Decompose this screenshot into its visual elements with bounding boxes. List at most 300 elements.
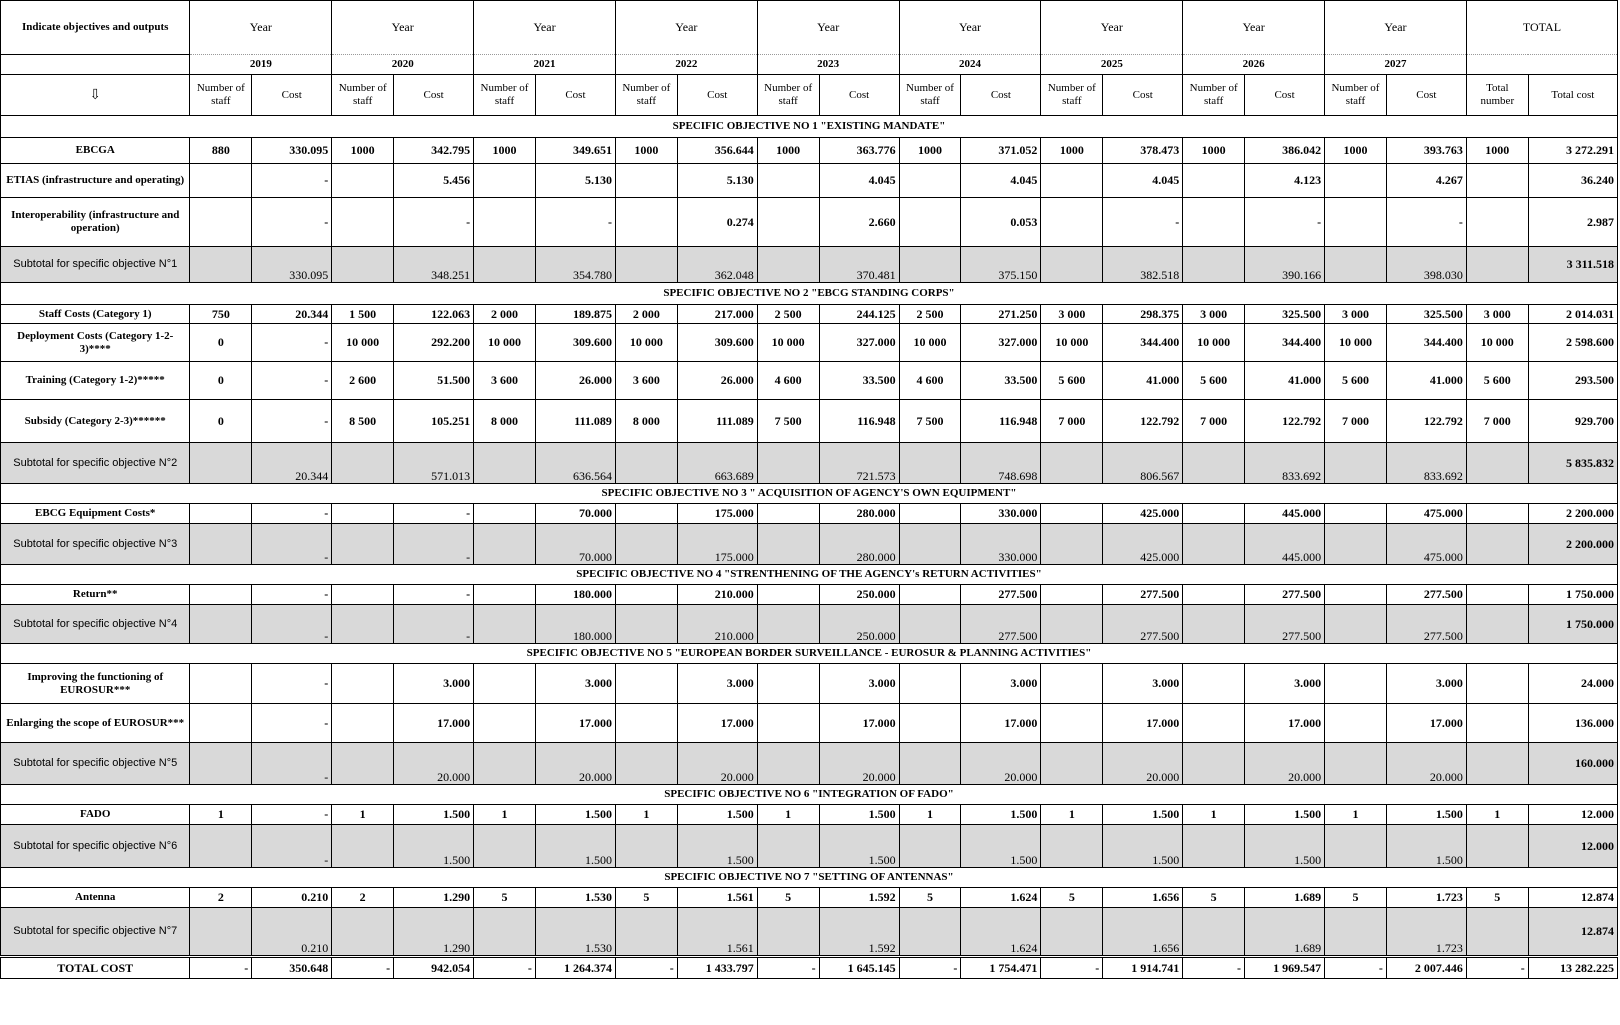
staff-value bbox=[1041, 443, 1103, 484]
cost-value: 1.500 bbox=[677, 805, 757, 825]
staff-value: - bbox=[899, 957, 961, 979]
objectives-header-blank bbox=[1, 55, 190, 75]
staff-value bbox=[474, 704, 536, 743]
staff-value bbox=[899, 825, 961, 868]
table-row bbox=[1, 362, 1618, 400]
staff-value: 1000 bbox=[1325, 138, 1387, 164]
cost-value: 1.592 bbox=[819, 888, 899, 908]
staff-value bbox=[757, 704, 819, 743]
staff-value: 5 bbox=[1183, 888, 1245, 908]
total-cost-label: TOTAL COST bbox=[1, 957, 190, 979]
cost-value: 327.000 bbox=[961, 324, 1041, 362]
staff-value bbox=[190, 524, 252, 565]
cost-value: 2 598.600 bbox=[1528, 324, 1617, 362]
staff-value bbox=[474, 743, 536, 785]
cost-value: 398.030 bbox=[1386, 247, 1466, 283]
cost-value: 636.564 bbox=[535, 443, 615, 484]
staff-value bbox=[474, 605, 536, 644]
staff-value bbox=[1041, 743, 1103, 785]
cost-value: 20.000 bbox=[1103, 743, 1183, 785]
staff-value: 0 bbox=[190, 362, 252, 400]
cost-value: 1.500 bbox=[677, 825, 757, 868]
cost-value: 293.500 bbox=[1528, 362, 1617, 400]
staff-value: 1000 bbox=[1183, 138, 1245, 164]
section-header-row bbox=[1, 484, 1618, 504]
cost-value: 217.000 bbox=[677, 305, 757, 324]
year-header: Year bbox=[757, 1, 899, 55]
staff-column-header: Number of staff bbox=[1183, 75, 1245, 116]
staff-value bbox=[1183, 443, 1245, 484]
cost-value: 350.648 bbox=[252, 957, 332, 979]
staff-value: - bbox=[1466, 957, 1528, 979]
staff-value bbox=[1183, 198, 1245, 247]
cost-value: 806.567 bbox=[1103, 443, 1183, 484]
cost-value: 17.000 bbox=[535, 704, 615, 743]
staff-value bbox=[615, 585, 677, 605]
cost-value: 189.875 bbox=[535, 305, 615, 324]
cost-value: - bbox=[394, 605, 474, 644]
cost-value: 1.561 bbox=[677, 888, 757, 908]
cost-value: 1.290 bbox=[394, 908, 474, 957]
year-header: Year bbox=[1041, 1, 1183, 55]
staff-value bbox=[474, 585, 536, 605]
cost-value: 298.375 bbox=[1103, 305, 1183, 324]
staff-value bbox=[1183, 247, 1245, 283]
section-header-row bbox=[1, 116, 1618, 138]
cost-value: - bbox=[252, 524, 332, 565]
cost-value: 20.000 bbox=[677, 743, 757, 785]
staff-value bbox=[1041, 664, 1103, 704]
staff-value bbox=[474, 825, 536, 868]
staff-value bbox=[757, 247, 819, 283]
staff-value bbox=[757, 504, 819, 524]
staff-value bbox=[1325, 664, 1387, 704]
staff-value bbox=[1183, 504, 1245, 524]
staff-value bbox=[1183, 605, 1245, 644]
cost-value: 13 282.225 bbox=[1528, 957, 1617, 979]
staff-value bbox=[1041, 524, 1103, 565]
row-label: Deployment Costs (Category 1-2-3)**** bbox=[1, 324, 190, 362]
staff-value: 2 000 bbox=[615, 305, 677, 324]
staff-value: 2 bbox=[332, 888, 394, 908]
staff-value bbox=[1041, 704, 1103, 743]
cost-value: 17.000 bbox=[1103, 704, 1183, 743]
cost-value: 363.776 bbox=[819, 138, 899, 164]
table-row bbox=[1, 704, 1618, 743]
row-label: FADO bbox=[1, 805, 190, 825]
cost-value: 309.600 bbox=[677, 324, 757, 362]
cost-value: 122.792 bbox=[1103, 400, 1183, 443]
total-cost-header: Total cost bbox=[1528, 75, 1617, 116]
year-value: 2023 bbox=[757, 55, 899, 75]
cost-value: 370.481 bbox=[819, 247, 899, 283]
staff-value bbox=[1325, 198, 1387, 247]
table-row bbox=[1, 138, 1618, 164]
staff-value bbox=[757, 524, 819, 565]
cost-value: 378.473 bbox=[1103, 138, 1183, 164]
cost-value: 12.000 bbox=[1528, 825, 1617, 868]
staff-value: 5 bbox=[1466, 888, 1528, 908]
staff-value bbox=[1466, 908, 1528, 957]
staff-value bbox=[190, 605, 252, 644]
cost-value: - bbox=[252, 400, 332, 443]
row-label: Antenna bbox=[1, 888, 190, 908]
cost-value: 3.000 bbox=[819, 664, 899, 704]
staff-value bbox=[1325, 164, 1387, 198]
cost-value: 390.166 bbox=[1245, 247, 1325, 283]
year-header: Year bbox=[1183, 1, 1325, 55]
cost-value: 250.000 bbox=[819, 605, 899, 644]
cost-value: 4.267 bbox=[1386, 164, 1466, 198]
staff-value: 2 000 bbox=[474, 305, 536, 324]
staff-value bbox=[190, 247, 252, 283]
staff-value bbox=[190, 825, 252, 868]
cost-value: 0.210 bbox=[252, 888, 332, 908]
staff-value bbox=[899, 585, 961, 605]
table-row bbox=[1, 805, 1618, 825]
cost-value: 116.948 bbox=[819, 400, 899, 443]
staff-value: - bbox=[190, 957, 252, 979]
staff-value bbox=[615, 443, 677, 484]
staff-value bbox=[332, 443, 394, 484]
staff-value bbox=[1466, 164, 1528, 198]
table-row bbox=[1, 504, 1618, 524]
staff-value bbox=[190, 198, 252, 247]
staff-value: - bbox=[1325, 957, 1387, 979]
cost-column-header: Cost bbox=[535, 75, 615, 116]
subtotal-label: Subtotal for specific objective N°5 bbox=[1, 743, 190, 785]
staff-value: - bbox=[1183, 957, 1245, 979]
staff-value: 1 bbox=[615, 805, 677, 825]
staff-value bbox=[1466, 704, 1528, 743]
cost-value: 0.053 bbox=[961, 198, 1041, 247]
cost-value: 386.042 bbox=[1245, 138, 1325, 164]
staff-value bbox=[899, 605, 961, 644]
cost-value: 250.000 bbox=[819, 585, 899, 605]
cost-value: 20.000 bbox=[819, 743, 899, 785]
staff-value bbox=[1325, 443, 1387, 484]
total-number-header: Total number bbox=[1466, 75, 1528, 116]
cost-value: 663.689 bbox=[677, 443, 757, 484]
staff-value bbox=[190, 743, 252, 785]
staff-value: 10 000 bbox=[757, 324, 819, 362]
staff-value: 10 000 bbox=[332, 324, 394, 362]
staff-value: 10 000 bbox=[1325, 324, 1387, 362]
cost-value: 327.000 bbox=[819, 324, 899, 362]
cost-value: 309.600 bbox=[535, 324, 615, 362]
cost-value: 1.723 bbox=[1386, 908, 1466, 957]
cost-value: 1.500 bbox=[394, 805, 474, 825]
cost-column-header: Cost bbox=[394, 75, 474, 116]
staff-value: 5 bbox=[757, 888, 819, 908]
staff-value: 1000 bbox=[615, 138, 677, 164]
cost-value: 1.624 bbox=[961, 888, 1041, 908]
cost-value: 833.692 bbox=[1245, 443, 1325, 484]
staff-value bbox=[615, 164, 677, 198]
cost-value: 349.651 bbox=[535, 138, 615, 164]
subtotal-label: Subtotal for specific objective N°7 bbox=[1, 908, 190, 957]
cost-value: 175.000 bbox=[677, 524, 757, 565]
cost-value: 1 914.741 bbox=[1103, 957, 1183, 979]
staff-column-header: Number of staff bbox=[899, 75, 961, 116]
cost-value: 111.089 bbox=[677, 400, 757, 443]
staff-value: 7 000 bbox=[1466, 400, 1528, 443]
staff-value bbox=[899, 504, 961, 524]
staff-value bbox=[1183, 908, 1245, 957]
cost-value: 20.000 bbox=[1245, 743, 1325, 785]
section-header-row bbox=[1, 785, 1618, 805]
table-row bbox=[1, 198, 1618, 247]
row-label: Enlarging the scope of EUROSUR*** bbox=[1, 704, 190, 743]
staff-value: 10 000 bbox=[1183, 324, 1245, 362]
cost-value: 105.251 bbox=[394, 400, 474, 443]
cost-value: 3.000 bbox=[1245, 664, 1325, 704]
cost-value: - bbox=[1103, 198, 1183, 247]
staff-value bbox=[332, 198, 394, 247]
staff-value: 5 600 bbox=[1325, 362, 1387, 400]
cost-value: 5.456 bbox=[394, 164, 474, 198]
staff-value: 3 000 bbox=[1325, 305, 1387, 324]
cost-value: 4.045 bbox=[819, 164, 899, 198]
staff-value bbox=[1041, 198, 1103, 247]
cost-value: 1.290 bbox=[394, 888, 474, 908]
staff-value bbox=[757, 443, 819, 484]
section-title: SPECIFIC OBJECTIVE NO 3 " ACQUISITION OF AGENCY'S OWN EQUIPMENT" bbox=[1, 484, 1618, 504]
staff-column-header: Number of staff bbox=[1325, 75, 1387, 116]
cost-value: 1.500 bbox=[1103, 805, 1183, 825]
cost-value: 5 835.832 bbox=[1528, 443, 1617, 484]
staff-value bbox=[1041, 585, 1103, 605]
staff-value bbox=[1183, 664, 1245, 704]
staff-value bbox=[615, 247, 677, 283]
staff-value: 8 000 bbox=[615, 400, 677, 443]
row-label: Training (Category 1-2)***** bbox=[1, 362, 190, 400]
cost-value: 5.130 bbox=[677, 164, 757, 198]
staff-value bbox=[474, 504, 536, 524]
cost-value: 20.000 bbox=[394, 743, 474, 785]
cost-value: 17.000 bbox=[1245, 704, 1325, 743]
staff-value: 1000 bbox=[1041, 138, 1103, 164]
staff-value bbox=[615, 198, 677, 247]
staff-value bbox=[1325, 504, 1387, 524]
cost-value: 122.792 bbox=[1245, 400, 1325, 443]
year-header: Year bbox=[190, 1, 332, 55]
year-header: Year bbox=[1325, 1, 1467, 55]
cost-value: 12.000 bbox=[1528, 805, 1617, 825]
cost-value: 1.500 bbox=[819, 825, 899, 868]
cost-value: - bbox=[252, 504, 332, 524]
cost-value: 4.045 bbox=[961, 164, 1041, 198]
cost-value: 277.500 bbox=[1245, 605, 1325, 644]
cost-value: 3.000 bbox=[1103, 664, 1183, 704]
staff-value bbox=[1325, 605, 1387, 644]
staff-value: 1 500 bbox=[332, 305, 394, 324]
cost-value: 393.763 bbox=[1386, 138, 1466, 164]
cost-value: 1.689 bbox=[1245, 908, 1325, 957]
staff-value: 5 600 bbox=[1466, 362, 1528, 400]
cost-value: 325.500 bbox=[1386, 305, 1466, 324]
staff-value bbox=[332, 743, 394, 785]
cost-value: 1.656 bbox=[1103, 888, 1183, 908]
cost-value: 277.500 bbox=[1245, 585, 1325, 605]
table-row bbox=[1, 305, 1618, 324]
staff-value bbox=[1466, 198, 1528, 247]
cost-value: 1.500 bbox=[535, 805, 615, 825]
table-row bbox=[1, 164, 1618, 198]
staff-value bbox=[615, 908, 677, 957]
cost-value: 41.000 bbox=[1245, 362, 1325, 400]
cost-value: 330.095 bbox=[252, 138, 332, 164]
staff-value: 7 000 bbox=[1325, 400, 1387, 443]
staff-value: 3 000 bbox=[1041, 305, 1103, 324]
cost-value: 1 433.797 bbox=[677, 957, 757, 979]
cost-value: - bbox=[394, 198, 474, 247]
cost-value: 41.000 bbox=[1103, 362, 1183, 400]
subtotal-row bbox=[1, 908, 1618, 957]
cost-column-header: Cost bbox=[1386, 75, 1466, 116]
cost-value: 382.518 bbox=[1103, 247, 1183, 283]
staff-value bbox=[1183, 704, 1245, 743]
cost-value: 1.561 bbox=[677, 908, 757, 957]
cost-value: 1 750.000 bbox=[1528, 585, 1617, 605]
staff-value: 1000 bbox=[474, 138, 536, 164]
year-header: Year bbox=[899, 1, 1041, 55]
table-row bbox=[1, 888, 1618, 908]
staff-column-header: Number of staff bbox=[190, 75, 252, 116]
staff-value: - bbox=[757, 957, 819, 979]
row-label: Interoperability (infrastructure and operation) bbox=[1, 198, 190, 247]
cost-value: 2.660 bbox=[819, 198, 899, 247]
section-title: SPECIFIC OBJECTIVE NO 2 "EBCG STANDING CORPS" bbox=[1, 283, 1618, 305]
staff-value bbox=[190, 443, 252, 484]
cost-value: 1 645.145 bbox=[819, 957, 899, 979]
cost-value: 1.500 bbox=[961, 805, 1041, 825]
staff-value bbox=[1466, 825, 1528, 868]
cost-value: 277.500 bbox=[961, 605, 1041, 644]
year-value: 2019 bbox=[190, 55, 332, 75]
cost-value: 3.000 bbox=[1386, 664, 1466, 704]
staff-value bbox=[1183, 524, 1245, 565]
cost-value: 475.000 bbox=[1386, 524, 1466, 565]
staff-value bbox=[332, 664, 394, 704]
staff-value bbox=[899, 908, 961, 957]
cost-value: - bbox=[252, 704, 332, 743]
cost-value: 136.000 bbox=[1528, 704, 1617, 743]
cost-value: 3.000 bbox=[677, 664, 757, 704]
total-header-blank bbox=[1466, 55, 1617, 75]
cost-value: 1.500 bbox=[1386, 805, 1466, 825]
staff-value bbox=[1325, 908, 1387, 957]
year-header: Year bbox=[615, 1, 757, 55]
cost-value: 1.500 bbox=[1245, 825, 1325, 868]
cost-value: 4.123 bbox=[1245, 164, 1325, 198]
cost-value: 277.500 bbox=[1386, 585, 1466, 605]
staff-value: 5 bbox=[899, 888, 961, 908]
cost-value: 51.500 bbox=[394, 362, 474, 400]
staff-value bbox=[332, 164, 394, 198]
cost-value: 24.000 bbox=[1528, 664, 1617, 704]
header-row-year-values bbox=[1, 55, 1618, 75]
staff-value bbox=[474, 664, 536, 704]
cost-value: 445.000 bbox=[1245, 504, 1325, 524]
row-label: Return** bbox=[1, 585, 190, 605]
staff-value bbox=[1466, 443, 1528, 484]
staff-value: 8 500 bbox=[332, 400, 394, 443]
cost-value: 2.987 bbox=[1528, 198, 1617, 247]
cost-value: 344.400 bbox=[1245, 324, 1325, 362]
staff-value: 880 bbox=[190, 138, 252, 164]
cost-value: 1.500 bbox=[1245, 805, 1325, 825]
total-cost-row bbox=[1, 957, 1618, 979]
cost-value: 0.210 bbox=[252, 908, 332, 957]
cost-value: 1 969.547 bbox=[1245, 957, 1325, 979]
staff-value bbox=[757, 825, 819, 868]
cost-value: 122.063 bbox=[394, 305, 474, 324]
staff-value bbox=[615, 704, 677, 743]
cost-value: 277.500 bbox=[1103, 605, 1183, 644]
cost-value: 1.656 bbox=[1103, 908, 1183, 957]
staff-value: 8 000 bbox=[474, 400, 536, 443]
staff-value bbox=[757, 743, 819, 785]
staff-value bbox=[1041, 164, 1103, 198]
staff-value bbox=[1041, 247, 1103, 283]
staff-value bbox=[332, 524, 394, 565]
cost-value: 2 200.000 bbox=[1528, 524, 1617, 565]
staff-value bbox=[899, 198, 961, 247]
cost-value: - bbox=[252, 605, 332, 644]
staff-value: 4 600 bbox=[899, 362, 961, 400]
staff-value: - bbox=[332, 957, 394, 979]
staff-value bbox=[1466, 585, 1528, 605]
cost-value: 1.500 bbox=[1386, 825, 1466, 868]
staff-column-header: Number of staff bbox=[474, 75, 536, 116]
staff-value bbox=[899, 704, 961, 743]
staff-value bbox=[1183, 825, 1245, 868]
cost-value: 356.644 bbox=[677, 138, 757, 164]
row-label: EBCG Equipment Costs* bbox=[1, 504, 190, 524]
staff-value: 2 500 bbox=[757, 305, 819, 324]
staff-value bbox=[474, 908, 536, 957]
staff-value: 1 bbox=[190, 805, 252, 825]
down-arrow-icon: ⇩ bbox=[1, 75, 190, 116]
staff-value: 10 000 bbox=[615, 324, 677, 362]
staff-value: 1000 bbox=[1466, 138, 1528, 164]
cost-value: 41.000 bbox=[1386, 362, 1466, 400]
cost-value: 20.344 bbox=[252, 305, 332, 324]
cost-value: 3.000 bbox=[394, 664, 474, 704]
year-value: 2021 bbox=[474, 55, 616, 75]
staff-value: 5 bbox=[615, 888, 677, 908]
cost-value: 122.792 bbox=[1386, 400, 1466, 443]
cost-value: 3.000 bbox=[961, 664, 1041, 704]
staff-value: 1 bbox=[1466, 805, 1528, 825]
cost-value: 33.500 bbox=[961, 362, 1041, 400]
staff-value: 1 bbox=[1183, 805, 1245, 825]
cost-value: 277.500 bbox=[1386, 605, 1466, 644]
section-title: SPECIFIC OBJECTIVE NO 6 "INTEGRATION OF FADO" bbox=[1, 785, 1618, 805]
cost-value: 292.200 bbox=[394, 324, 474, 362]
staff-column-header: Number of staff bbox=[615, 75, 677, 116]
staff-value bbox=[1325, 247, 1387, 283]
cost-value: 942.054 bbox=[394, 957, 474, 979]
staff-value bbox=[332, 605, 394, 644]
staff-value bbox=[757, 664, 819, 704]
staff-value bbox=[1466, 605, 1528, 644]
staff-value bbox=[1325, 704, 1387, 743]
staff-value: 10 000 bbox=[1466, 324, 1528, 362]
cost-value: 1 750.000 bbox=[1528, 605, 1617, 644]
cost-value: 33.500 bbox=[819, 362, 899, 400]
